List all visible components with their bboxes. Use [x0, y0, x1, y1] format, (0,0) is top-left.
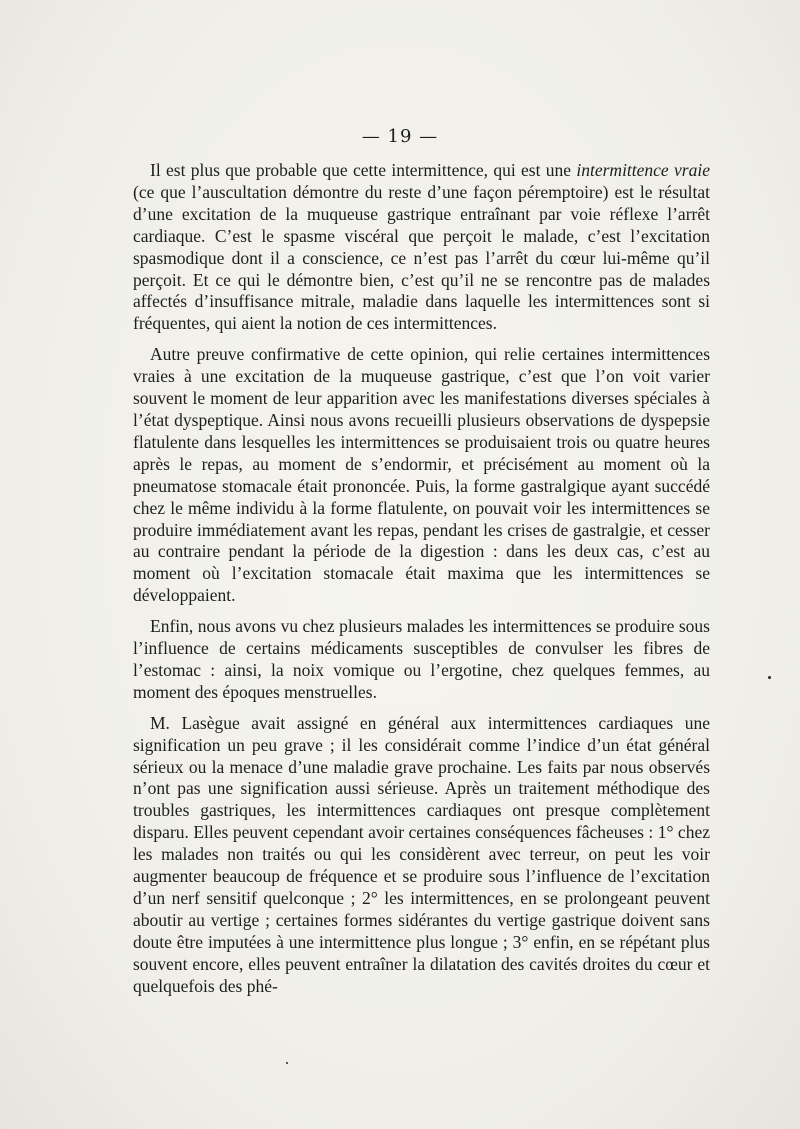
ink-speck — [768, 676, 771, 679]
paragraph-1 — [133, 160, 710, 335]
page-number: — 19 — — [361, 126, 439, 147]
paragraph-1-emphasis: intermittence vraie — [576, 160, 710, 180]
paragraph-4: M. Lasègue avait assigné en général aux intermittences cardiaques une signification un peu grave ; il les considérait comme l’indice d’un état général sérieux ou la menace d’une maladie grave prochaine. Les faits par nous observés n’ont pas une signification aussi sérieuse. Après un traitement méthodique des troubles gastriques, les intermittences cardiaques ont presque complètement disparu. Elles peuvent cependant avoir certaines conséquences fâcheuses : 1° chez les malades non traités ou qui les considèrent avec terreur, on peut les voir augmenter beaucoup de fréquence et se produire sous l’influence de l’excitation d’un nerf sensitif quelconque ; 2° les intermittences, en se prolongeant peuvent aboutir au vertige ; certaines formes sidérantes du vertige gastrique doivent sans doute être imputées à une intermittence plus longue ; 3° enfin, en se répétant plus souvent encore, elles peuvent entraîner la dilatation des cavités droites du cœur et quelquefois des phé- — [133, 712, 710, 996]
paragraph-1-before: Il est plus que probable que cette intermittence, qui est une — [150, 160, 577, 180]
body-text — [133, 160, 710, 1007]
ink-speck — [286, 1062, 288, 1064]
paragraph-1-after: (ce que l’auscultation démontre du reste d’une façon péremptoire) est le résultat d’une excitation de la muqueuse gastrique entraînant par voie réflexe l’arrêt cardiaque. C’est le spasme viscéral que perçoit le malade, c’est l’excitation spasmodique dont il a conscience, ce n’est pas l’arrêt du cœur lui-même qu’il perçoit. Et ce qui le démontre bien, c’est qu’il ne se rencontre pas de malades affectés d’insuffisance mitrale, maladie dans laquelle les intermittences sont si fréquentes, qui aient la notion de ces intermittences. — [133, 181, 710, 334]
paragraph-3: Enfin, nous avons vu chez plusieurs malades les intermittences se produire sous l’influence de certains médicaments susceptibles de convulser les fibres de l’estomac : ainsi, la noix vomique ou l’ergotine, chez quelques femmes, au moment des époques menstruelles. — [133, 616, 710, 702]
paragraph-2: Autre preuve confirmative de cette opinion, qui relie certaines intermittences vraies à une excitation de la muqueuse gastrique, c’est que l’on voit varier souvent le moment de leur apparition avec les manifestations diverses spéciales à l’état dyspeptique. Ainsi nous avons recueilli plusieurs observations de dyspepsie flatulente dans lesquelles les intermittences se produisaient trois ou quatre heures après le repas, au moment de s’endormir, et précisément au moment où la pneumatose stomacale était prononcée. Puis, la forme gastralgique ayant succédé chez le même individu à la forme flatulente, on pouvait voir les intermittences se produire immédiatement avant les repas, pendant les crises de gastralgie, et cesser au contraire pendant la période de la digestion : dans les deux cas, c’est au moment où l’excitation stomacale était maxima que les intermittences se développaient. — [133, 344, 710, 606]
